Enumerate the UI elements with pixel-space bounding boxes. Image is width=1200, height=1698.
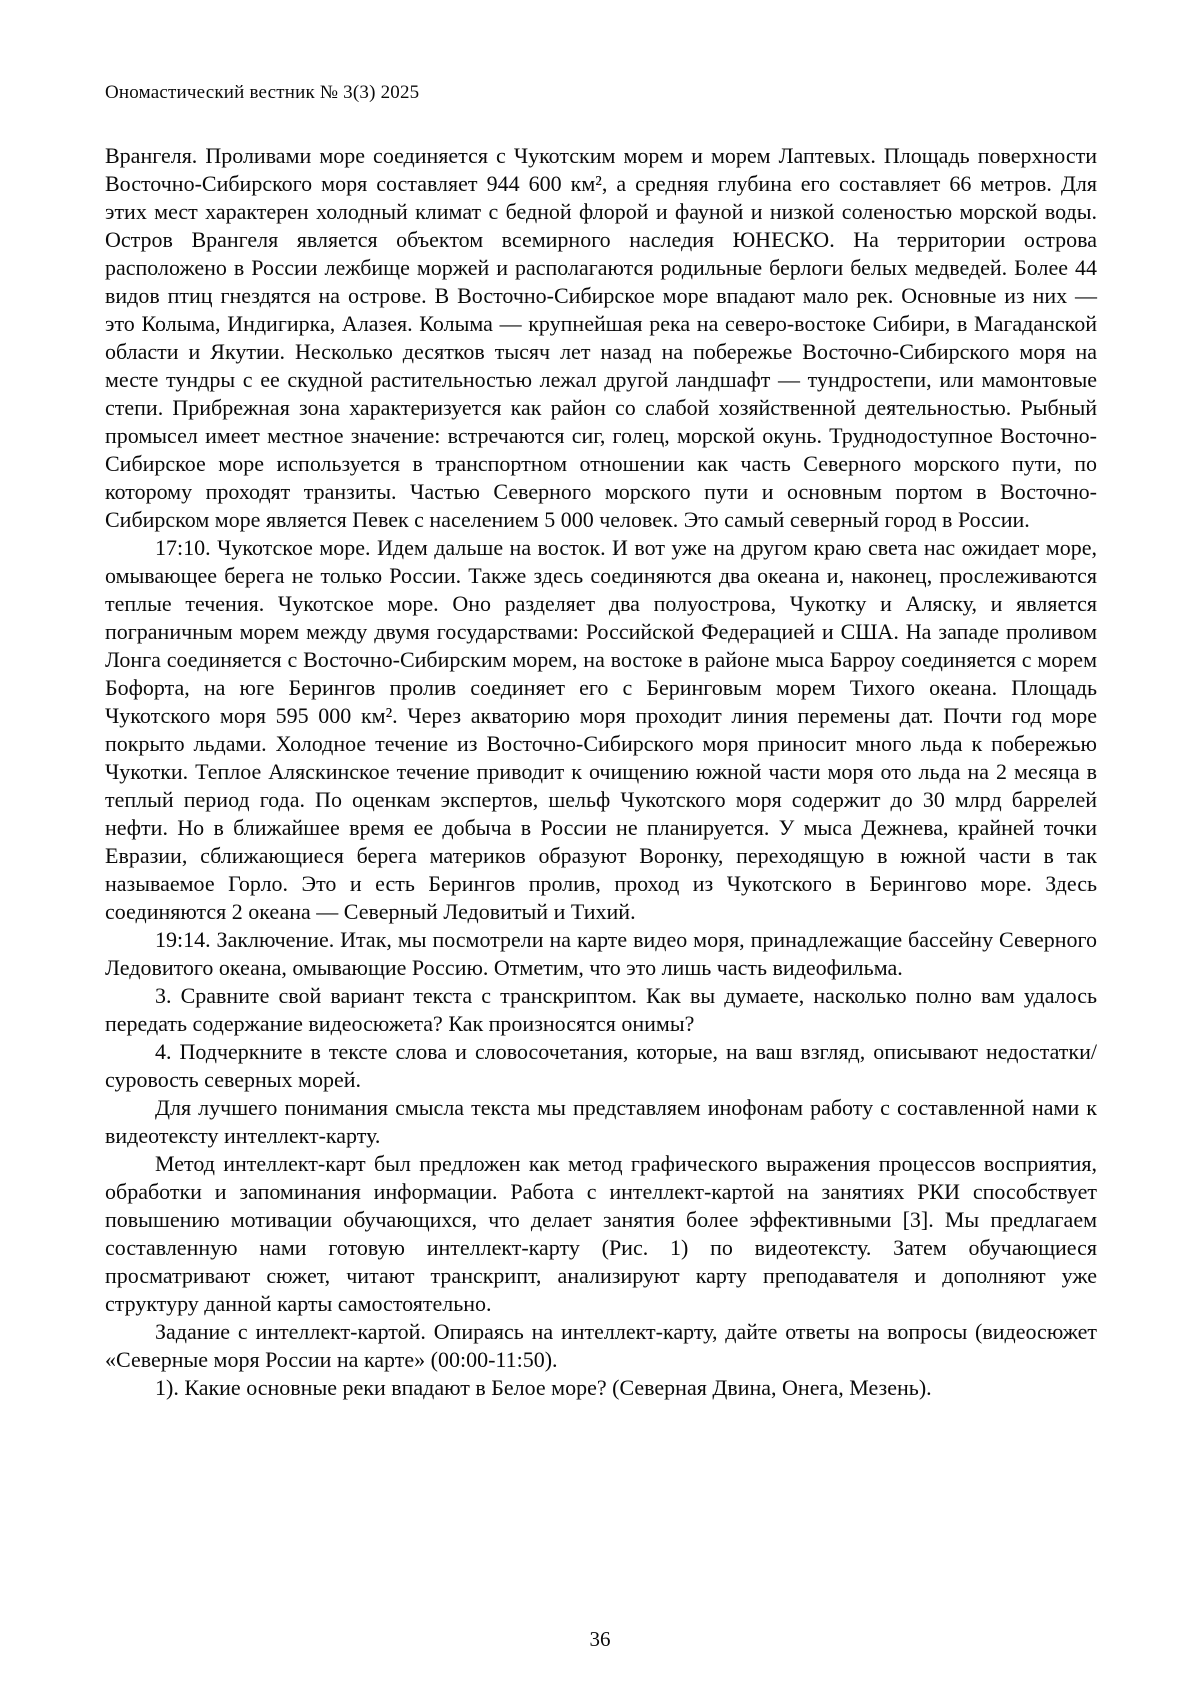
journal-header: Ономастический вестник № 3(3) 2025 — [105, 82, 420, 103]
body-paragraph: Врангеля. Проливами море соединяется с Чукотским морем и морем Лаптевых. Площадь поверхности Восточно-Сибирского моря составляет 944 600 км², а средняя глубина его составляет 66 метров. Для этих мест характерен холодный климат с бедной флорой и фауной и низкой соленостью морской воды. Остров Врангеля является объектом всемирного наследия ЮНЕСКО. На территории острова расположено в России лежбище моржей и располагаются родильные берлоги белых медведей. Более 44 видов птиц гнездятся на острове. В Восточно-Сибирское море впадают мало рек. Основные из них — это Колыма, Индигирка, Алазея. Колыма — крупнейшая река на северо-востоке Сибири, в Магаданской области и Якутии. Несколько десятков тысяч лет назад на побережье Восточно-Сибирского моря на месте тундры с ее скудной растительностью лежал другой ландшафт — тундростепи, или мамонтовые степи. Прибрежная зона характеризуется как район со слабой хозяйственной деятельностью. Рыбный промысел имеет местное значение: встречаются сиг, голец, морской окунь. Труднодоступное Восточно-Сибирское море используется в транспортном отношении как часть Северного морского пути, по которому проходят транзиты. Частью Северного морского пути и основным портом в Восточно-Сибирском море является Певек с населением 5 000 человек. Это самый северный город в России. — [105, 143, 1097, 532]
body-paragraph: 4. Подчеркните в тексте слова и словосочетания, которые, на ваш взгляд, описывают недостатки/суровость северных морей. — [105, 1039, 1097, 1092]
page-number: 36 — [589, 1627, 611, 1651]
page-content — [105, 82, 1097, 1402]
body-paragraph: Для лучшего понимания смысла текста мы представляем инофонам работу с составленной нами к видеотексту интеллект-карту. — [105, 1095, 1097, 1148]
body-paragraph: 19:14. Заключение. Итак, мы посмотрели на карте видео моря, принадлежащие бассейну Северного Ледовитого океана, омывающие Россию. Отметим, что это лишь часть видеофильма. — [105, 927, 1097, 980]
body-paragraph: 1). Какие основные реки впадают в Белое море? (Северная Двина, Онега, Мезень). — [155, 1375, 932, 1400]
body-paragraph: Метод интеллект-карт был предложен как метод графического выражения процессов восприятия, обработки и запоминания информации. Работа с интеллект-картой на занятиях РКИ способствует повышению мотивации обучающихся, что делает занятия более эффективными [3]. Мы предлагаем составленную нами готовую интеллект-карту (Рис. 1) по видеотексту. Затем обучающиеся просматривают сюжет, читают транскрипт, анализируют карту преподавателя и дополняют уже структуру данной карты самостоятельно. — [105, 1151, 1097, 1316]
body-paragraph: 17:10. Чукотское море. Идем дальше на восток. И вот уже на другом краю света нас ожидает море, омывающее берега не только России. Также здесь соединяются два океана и, наконец, прослеживаются теплые течения. Чукотское море. Оно разделяет два полуострова, Чукотку и Аляску, и является пограничным морем между двумя государствами: Российской Федерацией и США. На западе проливом Лонга соединяется с Восточно-Сибирским морем, на востоке в районе мыса Барроу соединяется с морем Бофорта, на юге Берингов пролив соединяет его с Беринговым морем Тихого океана. Площадь Чукотского моря 595 000 км². Через акваторию моря проходит линия перемены дат. Почти год море покрыто льдами. Холодное течение из Восточно-Сибирского моря приносит много льда к побережью Чукотки. Теплое Аляскинское течение приводит к очищению южной части моря ото льда на 2 месяца в теплый период года. По оценкам экспертов, шельф Чукотского моря содержит до 30 млрд баррелей нефти. Но в ближайшее время ее добыча в России не планируется. У мыса Дежнева, крайней точки Евразии, сближающиеся берега материков образуют Воронку, переходящую в южной части в так называемое Горло. Это и есть Берингов пролив, проход из Чукотского в Берингово море. Здесь соединяются 2 океана — Северный Ледовитый и Тихий. — [105, 535, 1097, 924]
body-paragraph: 3. Сравните свой вариант текста с транскриптом. Как вы думаете, насколько полно вам удалось передать содержание видеосюжета? Как произносятся онимы? — [105, 983, 1097, 1036]
body-paragraph: Задание с интеллект-картой. Опираясь на интеллект-карту, дайте ответы на вопросы (видеосюжет «Северные моря России на карте» (00:00-11:50). — [105, 1319, 1097, 1372]
